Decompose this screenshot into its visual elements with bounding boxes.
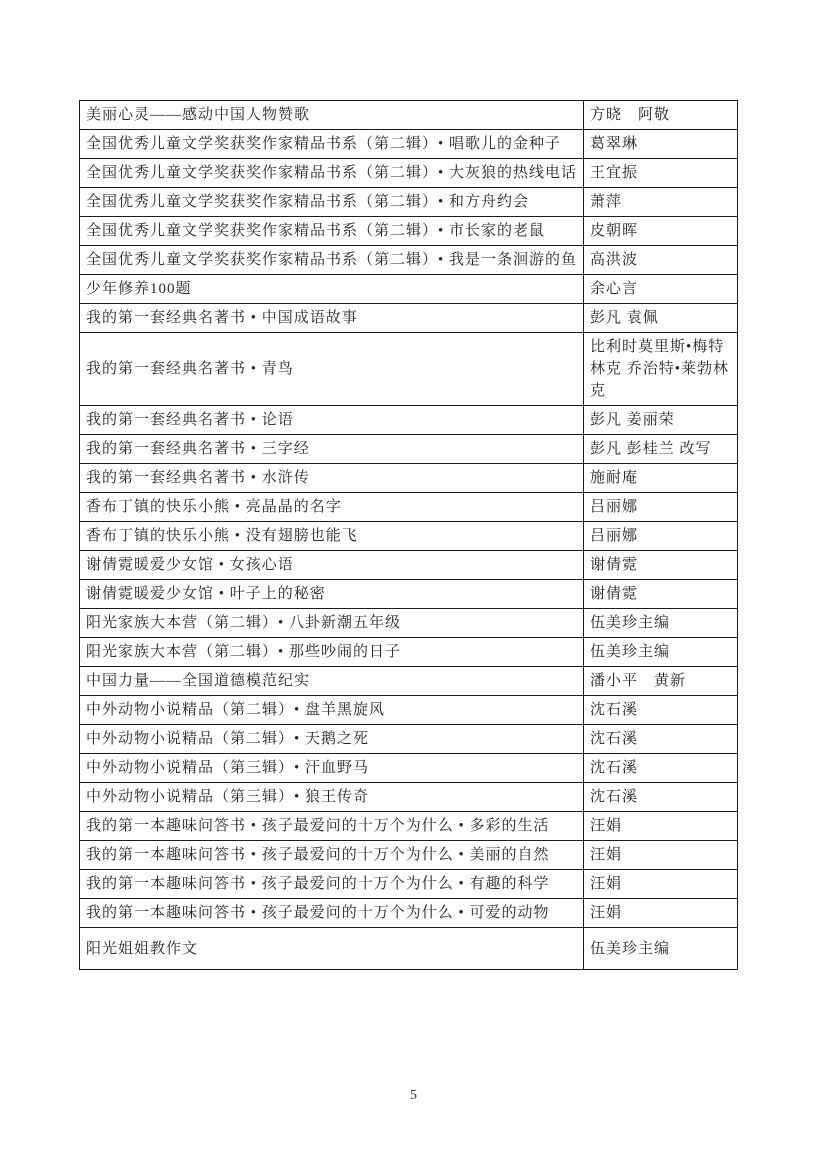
book-title-cell: 我的第一套经典名著书 • 论语 <box>80 406 584 435</box>
table-row <box>80 783 738 812</box>
book-author-cell: 王宜振 <box>584 159 738 188</box>
book-title-cell: 阳光家族大本营（第二辑）• 那些吵闹的日子 <box>80 638 584 667</box>
book-author-cell: 彭凡 姜丽荣 <box>584 406 738 435</box>
book-author-cell: 彭凡 彭桂兰 改写 <box>584 435 738 464</box>
book-author-cell: 萧萍 <box>584 188 738 217</box>
book-author-cell: 彭凡 袁佩 <box>584 304 738 333</box>
table-row <box>80 725 738 754</box>
table-row <box>80 275 738 304</box>
book-title-cell: 全国优秀儿童文学奖获奖作家精品书系（第二辑）• 大灰狼的热线电话 <box>80 159 584 188</box>
book-author-cell: 方晓 阿敬 <box>584 101 738 130</box>
book-author-cell: 吕丽娜 <box>584 522 738 551</box>
page-number: 5 <box>410 1088 417 1103</box>
book-title-cell: 美丽心灵——感动中国人物赞歌 <box>80 101 584 130</box>
table-row <box>80 551 738 580</box>
book-author-cell: 沈石溪 <box>584 696 738 725</box>
book-author-cell: 汪娟 <box>584 841 738 870</box>
table-row <box>80 812 738 841</box>
book-table-body <box>80 101 738 970</box>
book-title-cell: 我的第一套经典名著书 • 中国成语故事 <box>80 304 584 333</box>
table-row <box>80 522 738 551</box>
table-row <box>80 217 738 246</box>
book-title-cell: 全国优秀儿童文学奖获奖作家精品书系（第二辑）• 唱歌儿的金种子 <box>80 130 584 159</box>
table-row <box>80 464 738 493</box>
book-author-cell: 汪娟 <box>584 899 738 928</box>
table-row <box>80 435 738 464</box>
book-title-cell: 我的第一套经典名著书 • 青鸟 <box>80 333 584 406</box>
table-row <box>80 696 738 725</box>
book-author-cell: 谢倩霓 <box>584 580 738 609</box>
book-author-cell: 施耐庵 <box>584 464 738 493</box>
book-title-cell: 我的第一套经典名著书 • 水浒传 <box>80 464 584 493</box>
book-title-cell: 中国力量——全国道德模范纪实 <box>80 667 584 696</box>
book-title-cell: 中外动物小说精品（第二辑）• 盘羊黑旋风 <box>80 696 584 725</box>
table-row <box>80 304 738 333</box>
book-author-cell: 高洪波 <box>584 246 738 275</box>
table-row <box>80 754 738 783</box>
book-author-cell: 沈石溪 <box>584 725 738 754</box>
book-author-cell: 伍美珍主编 <box>584 638 738 667</box>
table-row <box>80 493 738 522</box>
table-row <box>80 159 738 188</box>
table-row <box>80 667 738 696</box>
book-author-cell: 汪娟 <box>584 812 738 841</box>
book-author-cell: 沈石溪 <box>584 754 738 783</box>
table-row <box>80 638 738 667</box>
book-title-cell: 中外动物小说精品（第二辑）• 天鹅之死 <box>80 725 584 754</box>
table-row <box>80 580 738 609</box>
table-row <box>80 188 738 217</box>
book-author-cell: 伍美珍主编 <box>584 609 738 638</box>
book-title-cell: 少年修养100题 <box>80 275 584 304</box>
book-title-cell: 谢倩霓暖爱少女馆 • 叶子上的秘密 <box>80 580 584 609</box>
book-title-cell: 我的第一本趣味问答书 • 孩子最爱问的十万个为什么 • 有趣的科学 <box>80 870 584 899</box>
table-row <box>80 333 738 406</box>
book-title-cell: 阳光家族大本营（第二辑）• 八卦新潮五年级 <box>80 609 584 638</box>
book-title-cell: 我的第一本趣味问答书 • 孩子最爱问的十万个为什么 • 多彩的生活 <box>80 812 584 841</box>
book-title-cell: 全国优秀儿童文学奖获奖作家精品书系（第二辑）• 市长家的老鼠 <box>80 217 584 246</box>
book-title-cell: 阳光姐姐教作文 <box>80 928 584 970</box>
book-author-cell: 伍美珍主编 <box>584 928 738 970</box>
table-row <box>80 928 738 970</box>
book-author-cell: 比利时莫里斯•梅特林克 乔治特•莱勃林克 <box>584 333 738 406</box>
book-author-cell: 沈石溪 <box>584 783 738 812</box>
book-title-cell: 谢倩霓暖爱少女馆 • 女孩心语 <box>80 551 584 580</box>
table-row <box>80 130 738 159</box>
book-title-cell: 全国优秀儿童文学奖获奖作家精品书系（第二辑）• 我是一条洄游的鱼 <box>80 246 584 275</box>
book-list-table <box>79 100 738 970</box>
table-row <box>80 246 738 275</box>
book-author-cell: 皮朝晖 <box>584 217 738 246</box>
book-title-cell: 我的第一本趣味问答书 • 孩子最爱问的十万个为什么 • 美丽的自然 <box>80 841 584 870</box>
table-row <box>80 841 738 870</box>
book-author-cell: 余心言 <box>584 275 738 304</box>
table-row <box>80 101 738 130</box>
book-title-cell: 中外动物小说精品（第三辑）• 汗血野马 <box>80 754 584 783</box>
table-row <box>80 406 738 435</box>
table-row <box>80 870 738 899</box>
book-title-cell: 香布丁镇的快乐小熊 • 亮晶晶的名字 <box>80 493 584 522</box>
table-row <box>80 899 738 928</box>
book-title-cell: 我的第一套经典名著书 • 三字经 <box>80 435 584 464</box>
book-title-cell: 我的第一本趣味问答书 • 孩子最爱问的十万个为什么 • 可爱的动物 <box>80 899 584 928</box>
book-author-cell: 潘小平 黄新 <box>584 667 738 696</box>
book-author-cell: 吕丽娜 <box>584 493 738 522</box>
book-author-cell: 葛翠琳 <box>584 130 738 159</box>
book-author-cell: 汪娟 <box>584 870 738 899</box>
book-title-cell: 中外动物小说精品（第三辑）• 狼王传奇 <box>80 783 584 812</box>
book-title-cell: 香布丁镇的快乐小熊 • 没有翅膀也能飞 <box>80 522 584 551</box>
table-row <box>80 609 738 638</box>
book-title-cell: 全国优秀儿童文学奖获奖作家精品书系（第二辑）• 和方舟约会 <box>80 188 584 217</box>
book-author-cell: 谢倩霓 <box>584 551 738 580</box>
